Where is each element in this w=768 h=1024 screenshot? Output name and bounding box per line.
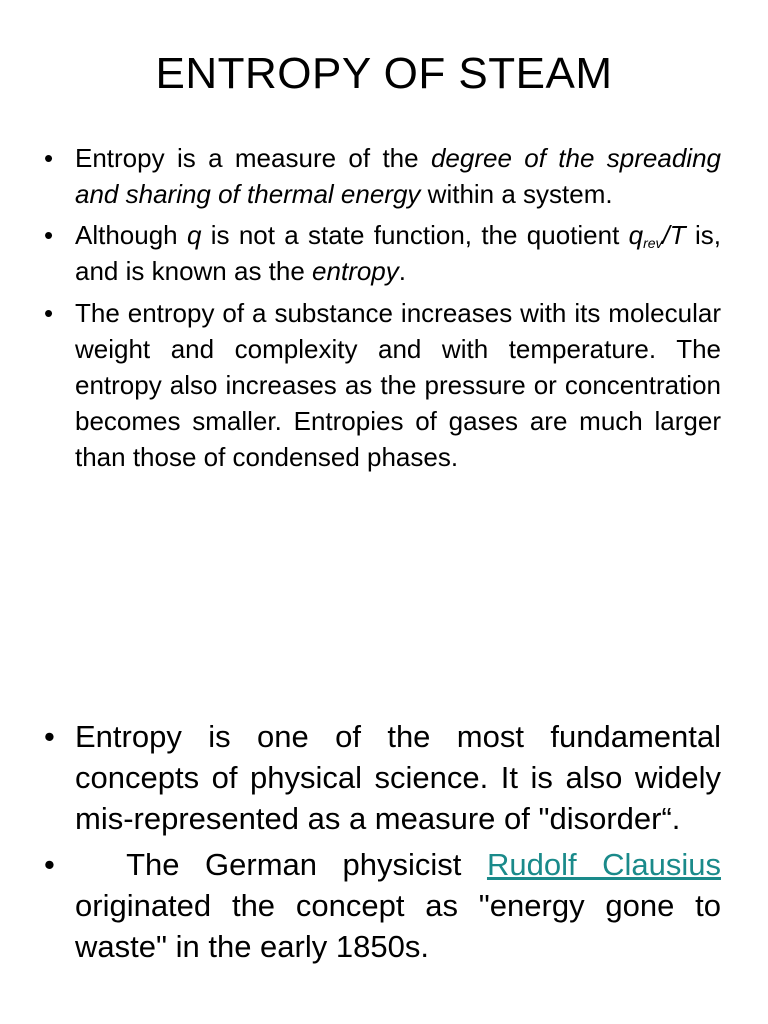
subscript-rev: rev <box>643 235 663 251</box>
bullet-text: The entropy of a substance increases with its molecular weight and complexity and with temperature. The entropy also increases as the pressure or concentration becomes smaller. Entropies of gases are much larger than those of condensed phases. <box>75 298 721 472</box>
bullet-dot: • <box>44 220 54 250</box>
bullet-text: Entropy is a measure of the <box>75 143 431 173</box>
bullet-dot: • <box>44 719 55 754</box>
symbol-q: q <box>186 220 202 250</box>
bullet-list-top <box>0 140 768 480</box>
symbol-slash: / <box>662 220 670 250</box>
bullet-dot: • <box>44 847 55 882</box>
bullet-item-state-function <box>0 217 721 289</box>
bullet-text: The German physicist <box>75 847 487 882</box>
bullet-text: within a system. <box>420 179 613 209</box>
bullet-item-entropy-definition <box>0 140 721 212</box>
bullet-list-bottom <box>0 716 768 972</box>
symbol-q-rev: q <box>628 220 644 250</box>
bullet-text: is, and is known as the <box>75 220 721 286</box>
bullet-item-clausius <box>0 844 721 967</box>
bullet-item-fundamental-concept <box>0 716 721 839</box>
bullet-dot: • <box>44 298 54 328</box>
bullet-text: is not a state function, the quotient <box>201 220 629 250</box>
bullet-dot: • <box>44 143 54 173</box>
rudolf-clausius-link[interactable]: Rudolf Clausius <box>486 847 721 882</box>
bullet-text: . <box>398 256 407 286</box>
bullet-text: Although <box>75 220 187 250</box>
bullet-text: Entropy is one of the most fundamental concepts of physical science. It is also widely mis-represented as a measure of "disorder“. <box>75 719 721 836</box>
bullet-text: originated the concept as "energy gone to waste" in the early 1850s. <box>75 888 721 964</box>
slide-title: ENTROPY OF STEAM <box>155 49 613 98</box>
term-entropy: entropy <box>312 256 399 286</box>
bullet-emphasis: degree of the spreading and sharing of thermal energy <box>75 143 721 209</box>
symbol-T: T <box>669 220 686 250</box>
bullet-item-entropy-increase <box>0 295 721 475</box>
